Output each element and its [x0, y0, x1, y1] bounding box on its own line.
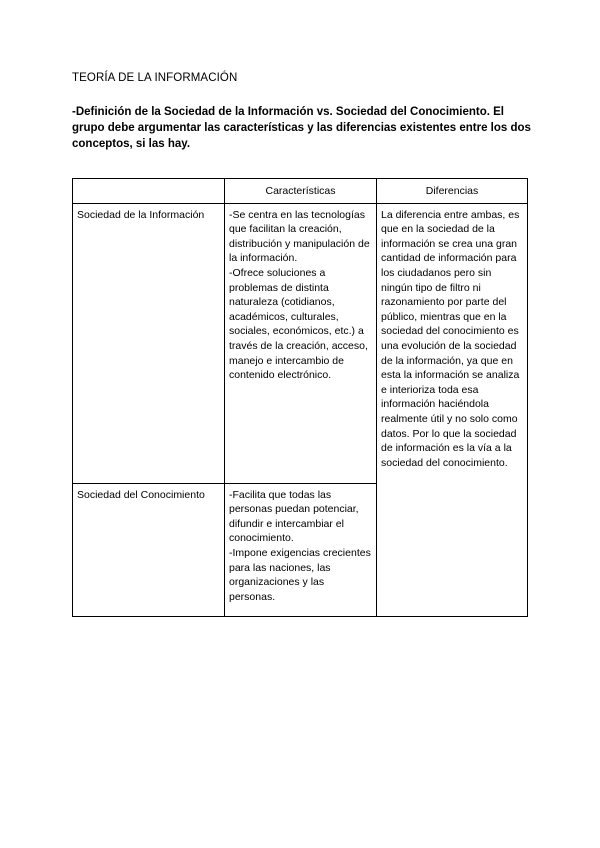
- header-caracteristicas: Características: [225, 179, 377, 204]
- comparison-table: [72, 178, 528, 617]
- concept-cell: Sociedad del Conocimiento: [73, 483, 225, 616]
- differences-cell: La diferencia entre ambas, es que en la sociedad de la información se crea una gran cantidad de información para los ciudadanos pero sin ningún tipo de filtro ni razonamiento por parte del público, mientras que en la sociedad del conocimiento es una evolución de la sociedad de la información, ya que en esta la información se analiza e interioriza toda esa información haciéndola realmente útil y no solo como datos. Por lo que la sociedad de información es la vía a la sociedad del conocimiento.: [377, 203, 528, 616]
- header-diferencias: Diferencias: [377, 179, 528, 204]
- table-header-row: [73, 179, 528, 204]
- assignment-prompt: -Definición de la Sociedad de la Información vs. Sociedad del Conocimiento. El grupo debe argumentar las características y las diferencias existentes entre los dos conceptos, si las hay.: [72, 106, 531, 150]
- characteristic-item: -Impone exigencias crecientes para las naciones, las organizaciones y las personas.: [229, 546, 371, 603]
- header-empty: [73, 179, 225, 204]
- concept-cell: Sociedad de la Información: [73, 203, 225, 483]
- characteristics-cell: [225, 483, 377, 616]
- document-title: TEORÍA DE LA INFORMACIÓN: [72, 72, 238, 84]
- characteristics-cell: [225, 203, 377, 483]
- table-row: [73, 203, 528, 483]
- characteristic-item: -Ofrece soluciones a problemas de distinta naturaleza (cotidianos, académicos, culturales, sociales, económicos, etc.) a través de la creación, acceso, manejo e intercambio de contenido electrónico.: [229, 266, 368, 382]
- characteristic-item: -Se centra en las tecnologías que facilitan la creación, distribución y manipulación de la información.: [229, 208, 370, 265]
- characteristic-item: -Facilita que todas las personas puedan potenciar, difundir e intercambiar el conocimiento.: [229, 488, 359, 545]
